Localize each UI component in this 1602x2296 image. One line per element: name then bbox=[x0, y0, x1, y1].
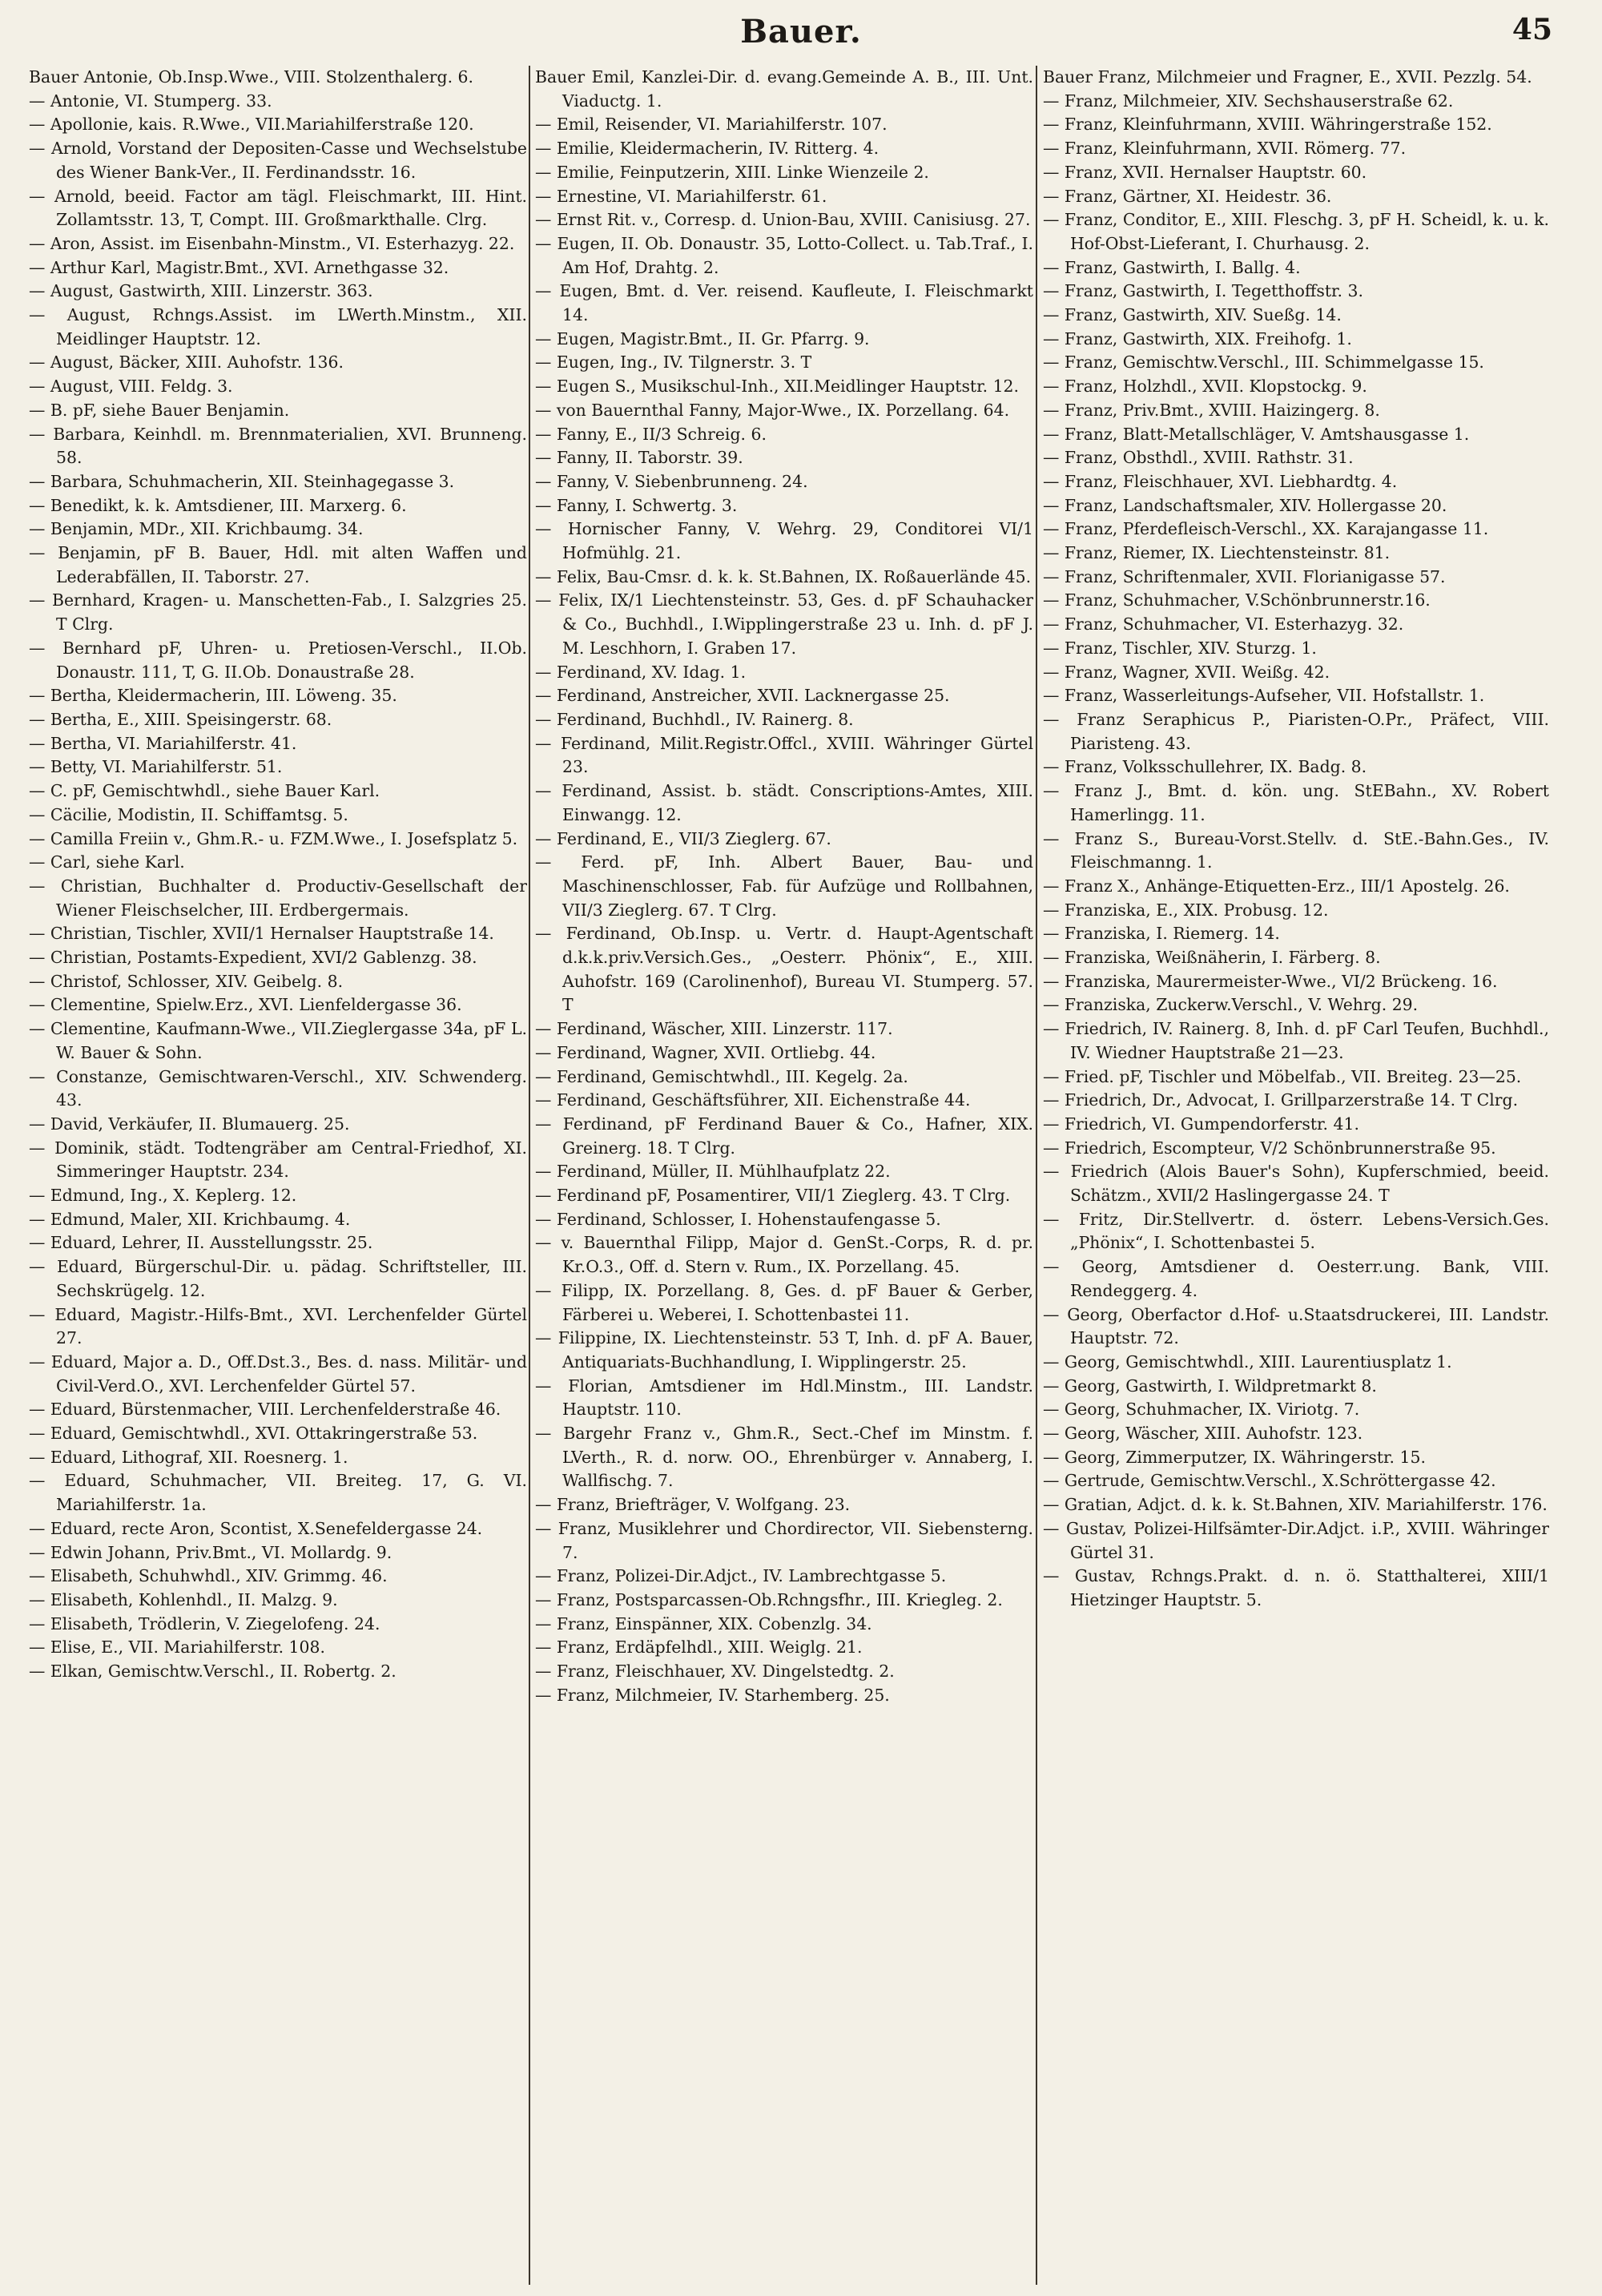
directory-entry: — Ferdinand, Schlosser, I. Hohenstaufengasse 5. bbox=[535, 1209, 941, 1229]
directory-entry: — Friedrich, IV. Rainerg. 8, Inh. d. pF Carl Teufen, Buchhdl., IV. Wiedner Hauptstraße 21—23. bbox=[1043, 1019, 1549, 1062]
directory-entry: — Franz, Gastwirth, XIV. Sueßg. 14. bbox=[1043, 305, 1342, 325]
directory-entry: — Ferdinand, XV. Idag. 1. bbox=[535, 662, 747, 682]
directory-entry: — Franz, Obsthdl., XVIII. Rathstr. 31. bbox=[1043, 448, 1354, 468]
directory-entry: Bauer Antonie, Ob.Insp.Wwe., VIII. Stolzenthalerg. 6. bbox=[29, 67, 473, 87]
directory-entry: — Franz, Erdäpfelhdl., XIII. Weiglg. 21. bbox=[535, 1637, 863, 1658]
directory-entry: — Eduard, recte Aron, Scontist, X.Senefeldergasse 24. bbox=[29, 1518, 483, 1538]
directory-entry: — Constanze, Gemischtwaren-Verschl., XIV. Schwenderg. 43. bbox=[29, 1066, 527, 1110]
directory-entry: — Franz, Schuhmacher, VI. Esterhazyg. 32. bbox=[1043, 614, 1404, 634]
directory-entry: — August, VIII. Feldg. 3. bbox=[29, 377, 233, 397]
directory-entry: — Franz, Pferdefleisch-Verschl., XX. Karajangasse 11. bbox=[1043, 519, 1489, 539]
directory-entry: — Arnold, beeid. Factor am tägl. Fleischmarkt, III. Hint. Zollamtsstr. 13, T, Compt. III. Großmarkthalle. Clrg. bbox=[29, 186, 527, 230]
directory-entry: — Ernst Rit. v., Corresp. d. Union-Bau, XVIII. Canisiusg. 27. bbox=[535, 210, 1031, 230]
directory-entry: — Franz, Volksschullehrer, IX. Badg. 8. bbox=[1043, 757, 1367, 777]
directory-entry: — Georg, Gastwirth, I. Wildpretmarkt 8. bbox=[1043, 1376, 1377, 1396]
directory-entry: — Elkan, Gemischtw.Verschl., II. Robertg. 2. bbox=[29, 1662, 396, 1682]
directory-entry: — Aron, Assist. im Eisenbahn-Minstm., VI. Esterhazyg. 22. bbox=[29, 233, 515, 253]
directory-entry: — Franziska, I. Riemerg. 14. bbox=[1043, 924, 1280, 944]
directory-entry: — B. pF, siehe Bauer Benjamin. bbox=[29, 400, 290, 420]
directory-entry: — Eugen S., Musikschul-Inh., XII.Meidlinger Hauptstr. 12. bbox=[535, 377, 1020, 397]
directory-entry: — Dominik, städt. Todtengräber am Central-Friedhof, XI. Simmeringer Hauptstr. 234. bbox=[29, 1138, 527, 1182]
directory-entry: — Franz, Schriftenmaler, XVII. Florianigasse 57. bbox=[1043, 566, 1446, 586]
directory-entry: — Georg, Schuhmacher, IX. Viriotg. 7. bbox=[1043, 1400, 1360, 1420]
directory-entry: — Georg, Amtsdiener d. Oesterr.ung. Bank, VIII. Rendeggerg. 4. bbox=[1043, 1257, 1549, 1300]
directory-entry: — Eugen, II. Ob. Donaustr. 35, Lotto-Collect. u. Tab.Traf., I. Am Hof, Drahtg. 2. bbox=[535, 233, 1033, 277]
directory-entry: — Eugen, Ing., IV. Tilgnerstr. 3. T bbox=[535, 352, 812, 373]
directory-entry: — Ferdinand, Wäscher, XIII. Linzerstr. 117. bbox=[535, 1019, 893, 1039]
directory-entry: — Franz, Kleinfuhrmann, XVII. Römerg. 77. bbox=[1043, 139, 1407, 159]
directory-entry: — Benjamin, MDr., XII. Krichbaumg. 34. bbox=[29, 519, 364, 539]
directory-entry: — Franz, Milchmeier, XIV. Sechshauserstraße 62. bbox=[1043, 91, 1454, 111]
directory-entry: — Clementine, Kaufmann-Wwe., VII.Zieglergasse 34a, pF L. W. Bauer & Sohn. bbox=[29, 1019, 527, 1062]
directory-entry: — Emil, Reisender, VI. Mariahilferstr. 107. bbox=[535, 115, 888, 135]
directory-entry: — Franz, Riemer, IX. Liechtensteinstr. 81. bbox=[1043, 543, 1391, 563]
column-3 bbox=[1043, 66, 1549, 2285]
directory-entry: — Georg, Oberfactor d.Hof- u.Staatsdruckerei, III. Landstr. Hauptstr. 72. bbox=[1043, 1304, 1549, 1348]
column-divider bbox=[529, 66, 530, 2285]
directory-entry: — Friedrich (Alois Bauer's Sohn), Kupferschmied, beeid. Schätzm., XVII/2 Haslingergasse 24. T bbox=[1043, 1162, 1549, 1206]
directory-entry: — Bertha, VI. Mariahilferstr. 41. bbox=[29, 733, 297, 753]
directory-entry: — Georg, Zimmerputzer, IX. Währingerstr. 15. bbox=[1043, 1447, 1426, 1467]
directory-entry: — Franz, XVII. Hernalser Hauptstr. 60. bbox=[1043, 162, 1367, 182]
directory-entry: — Eduard, Schuhmacher, VII. Breiteg. 17, G. VI. Mariahilferstr. 1a. bbox=[29, 1471, 527, 1515]
directory-entry: — Bernhard, Kragen- u. Manschetten-Fab., I. Salzgries 25. T Clrg. bbox=[29, 590, 527, 634]
directory-entry: — Eduard, Magistr.-Hilfs-Bmt., XVI. Lerchenfelder Gürtel 27. bbox=[29, 1304, 527, 1348]
directory-entry: — Franz, Fleischhauer, XV. Dingelstedtg. 2. bbox=[535, 1662, 895, 1682]
directory-entry: — Ferdinand, E., VII/3 Zieglerg. 67. bbox=[535, 828, 831, 848]
directory-entry: — Fanny, II. Taborstr. 39. bbox=[535, 448, 743, 468]
directory-entry: — Bertha, E., XIII. Speisingerstr. 68. bbox=[29, 709, 332, 729]
directory-entry: — Elisabeth, Trödlerin, V. Ziegelofeng. 24. bbox=[29, 1613, 380, 1633]
directory-entry: — Franz, Milchmeier, IV. Starhemberg. 25. bbox=[535, 1685, 890, 1705]
directory-entry: — David, Verkäufer, II. Blumauerg. 25. bbox=[29, 1114, 350, 1134]
directory-entry: — Ernestine, VI. Mariahilferstr. 61. bbox=[535, 186, 827, 206]
directory-entry: — Franz Seraphicus P., Piaristen-O.Pr., Präfect, VIII. Piaristeng. 43. bbox=[1043, 709, 1549, 753]
directory-entry: — Christian, Buchhalter d. Productiv-Gesellschaft der Wiener Fleischselcher, III. Erdbergermais. bbox=[29, 876, 527, 920]
directory-entry: — August, Rchngs.Assist. im LWerth.Minstm., XII. Meidlinger Hauptstr. 12. bbox=[29, 305, 527, 348]
directory-entry: Bauer Emil, Kanzlei-Dir. d. evang.Gemeinde A. B., III. Unt. Viaductg. 1. bbox=[535, 67, 1033, 111]
directory-entry: — Franz, Einspänner, XIX. Cobenzlg. 34. bbox=[535, 1613, 872, 1633]
directory-entry: — Ferd. pF, Inh. Albert Bauer, Bau- und Maschinenschlosser, Fab. für Aufzüge und Rollbahnen, VII/3 Zieglerg. 67. T Clrg. bbox=[535, 852, 1033, 920]
directory-entry: — Gustav, Polizei-Hilfsämter-Dir.Adjct. i.P., XVIII. Währinger Gürtel 31. bbox=[1043, 1518, 1549, 1562]
directory-entry: — Friedrich, Dr., Advocat, I. Grillparzerstraße 14. T Clrg. bbox=[1043, 1090, 1519, 1110]
directory-entry: — Ferdinand, Assist. b. städt. Conscriptions-Amtes, XIII. Einwangg. 12. bbox=[535, 781, 1033, 824]
directory-entry: — Georg, Gemischtwhdl., XIII. Laurentiusplatz 1. bbox=[1043, 1351, 1452, 1372]
directory-entry: — Arthur Karl, Magistr.Bmt., XVI. Arnethgasse 32. bbox=[29, 257, 449, 277]
directory-entry: — Hornischer Fanny, V. Wehrg. 29, Conditorei VI/1 Hofmühlg. 21. bbox=[535, 519, 1033, 563]
directory-entry: — Barbara, Schuhmacherin, XII. Steinhagegasse 3. bbox=[29, 471, 455, 491]
directory-entry: — Ferdinand, Milit.Registr.Offcl., XVIII. Währinger Gürtel 23. bbox=[535, 733, 1033, 777]
directory-entry: — Arnold, Vorstand der Depositen-Casse und Wechselstube des Wiener Bank-Ver., II. Ferdinandsstr. 16. bbox=[29, 139, 527, 182]
directory-entry: — Franz, Kleinfuhrmann, XVIII. Währingerstraße 152. bbox=[1043, 115, 1492, 135]
directory-entry: — Fritz, Dir.Stellvertr. d. österr. Lebens-Versich.Ges. „Phönix“, I. Schottenbastei 5. bbox=[1043, 1209, 1549, 1253]
directory-entry: — Ferdinand, Anstreicher, XVII. Lacknergasse 25. bbox=[535, 686, 950, 706]
directory-entry: — Benjamin, pF B. Bauer, Hdl. mit alten Waffen und Lederabfällen, II. Taborstr. 27. bbox=[29, 543, 527, 586]
directory-entry: — Franziska, Zuckerw.Verschl., V. Wehrg. 29. bbox=[1043, 995, 1419, 1015]
directory-entry: — August, Bäcker, XIII. Auhofstr. 136. bbox=[29, 352, 344, 373]
directory-entry: — von Bauernthal Fanny, Major-Wwe., IX. Porzellang. 64. bbox=[535, 400, 1010, 420]
directory-entry: — Eduard, Bürstenmacher, VIII. Lerchenfelderstraße 46. bbox=[29, 1400, 501, 1420]
directory-entry: — Franz, Priv.Bmt., XVIII. Haizingerg. 8. bbox=[1043, 400, 1380, 420]
directory-entry: — Ferdinand, Wagner, XVII. Ortliebg. 44. bbox=[535, 1042, 876, 1062]
directory-entry: — Edmund, Ing., X. Keplerg. 12. bbox=[29, 1186, 297, 1206]
directory-entry: — Franz, Musiklehrer und Chordirector, VII. Siebensterng. 7. bbox=[535, 1518, 1033, 1562]
directory-entry: — Bernhard pF, Uhren- u. Pretiosen-Verschl., II.Ob. Donaustr. 111, T, G. II.Ob. Donaustraße 28. bbox=[29, 638, 527, 682]
directory-entry: — Franz, Briefträger, V. Wolfgang. 23. bbox=[535, 1495, 851, 1515]
directory-entry: — Elisabeth, Kohlenhdl., II. Malzg. 9. bbox=[29, 1590, 338, 1609]
directory-entry: — Christof, Schlosser, XIV. Geibelg. 8. bbox=[29, 971, 344, 991]
directory-entry: — Franz, Fleischhauer, XVI. Liebhardtg. 4. bbox=[1043, 471, 1398, 491]
directory-entry: — Betty, VI. Mariahilferstr. 51. bbox=[29, 757, 283, 777]
directory-entry: — Ferdinand, Müller, II. Mühlhaufplatz 22. bbox=[535, 1162, 891, 1182]
column-1 bbox=[29, 66, 527, 2285]
directory-entry: Bauer Franz, Milchmeier und Fragner, E., XVII. Pezzlg. 54. bbox=[1043, 67, 1532, 87]
directory-entry: — Friedrich, VI. Gumpendorferstr. 41. bbox=[1043, 1114, 1359, 1134]
directory-entry: — Florian, Amtsdiener im Hdl.Minstm., III. Landstr. Hauptstr. 110. bbox=[535, 1376, 1033, 1420]
column-2 bbox=[535, 66, 1033, 2285]
directory-entry: — Fanny, V. Siebenbrunneng. 24. bbox=[535, 471, 808, 491]
directory-entry: — C. pF, Gemischtwhdl., siehe Bauer Karl. bbox=[29, 781, 380, 801]
directory-entry: — Franz, Conditor, E., XIII. Fleschg. 3, pF H. Scheidl, k. u. k. Hof-Obst-Lieferant, I. Churhausg. 2. bbox=[1043, 210, 1549, 253]
directory-entry: — Emilie, Kleidermacherin, IV. Ritterg. 4. bbox=[535, 139, 879, 159]
directory-entry: — Cäcilie, Modistin, II. Schiffamtsg. 5. bbox=[29, 804, 348, 824]
directory-entry: — Ferdinand pF, Posamentirer, VII/1 Zieglerg. 43. T Clrg. bbox=[535, 1186, 1011, 1206]
directory-entry: — Ferdinand, Ob.Insp. u. Vertr. d. Haupt-Agentschaft d.k.k.priv.Versich.Ges., „Oesterr. Phönix“, E., XIII. Auhofstr. 169 (Carolinenhof), Bureau VI. Stumperg. 57. T bbox=[535, 924, 1033, 1015]
directory-entry: — Edmund, Maler, XII. Krichbaumg. 4. bbox=[29, 1209, 351, 1229]
directory-entry: — Christian, Tischler, XVII/1 Hernalser Hauptstraße 14. bbox=[29, 924, 494, 944]
directory-entry: — Carl, siehe Karl. bbox=[29, 852, 185, 872]
directory-entry: — Franz, Schuhmacher, V.Schönbrunnerstr.16. bbox=[1043, 590, 1431, 610]
directory-entry: — Eugen, Bmt. d. Ver. reisend. Kaufleute, I. Fleischmarkt 14. bbox=[535, 281, 1033, 325]
directory-entry: — Fried. pF, Tischler und Möbelfab., VII. Breiteg. 23—25. bbox=[1043, 1066, 1522, 1086]
directory-entry: — Fanny, I. Schwertg. 3. bbox=[535, 495, 738, 515]
directory-entry: — Elisabeth, Schuhwhdl., XIV. Grimmg. 46. bbox=[29, 1566, 388, 1586]
directory-entry: — Filipp, IX. Porzellang. 8, Ges. d. pF Bauer & Gerber, Färberei u. Weberei, I. Schottenbastei 11. bbox=[535, 1280, 1033, 1324]
directory-entry: — Eduard, Lehrer, II. Ausstellungsstr. 25. bbox=[29, 1233, 373, 1253]
directory-entry: — Franz X., Anhänge-Etiquetten-Erz., III/1 Apostelg. 26. bbox=[1043, 876, 1510, 896]
directory-entry: — Franziska, Maurermeister-Wwe., VI/2 Brückeng. 16. bbox=[1043, 971, 1498, 991]
directory-entry: — Gertrude, Gemischtw.Verschl., X.Schröttergasse 42. bbox=[1043, 1471, 1496, 1491]
directory-entry: — Gustav, Rchngs.Prakt. d. n. ö. Statthalterei, XIII/1 Hietzinger Hauptstr. 5. bbox=[1043, 1566, 1549, 1609]
directory-entry: — Ferdinand, Buchhdl., IV. Rainerg. 8. bbox=[535, 709, 854, 729]
directory-entry: — Bargehr Franz v., Ghm.R., Sect.-Chef im Minstm. f. LVerth., R. d. norw. OO., Ehrenbürger v. Annaberg, I. Wallfischg. 7. bbox=[535, 1424, 1033, 1491]
directory-entry: — Franz, Blatt-Metallschläger, V. Amtshausgasse 1. bbox=[1043, 424, 1470, 444]
directory-entry: — Ferdinand, Gemischtwhdl., III. Kegelg. 2a. bbox=[535, 1066, 908, 1086]
column-divider bbox=[1036, 66, 1037, 2285]
directory-entry: — Bertha, Kleidermacherin, III. Löweng. 35. bbox=[29, 686, 397, 706]
directory-entry: — Antonie, VI. Stumperg. 33. bbox=[29, 91, 272, 111]
directory-entry: — Franziska, Weißnäherin, I. Färberg. 8. bbox=[1043, 948, 1381, 968]
directory-entry: — Georg, Wäscher, XIII. Auhofstr. 123. bbox=[1043, 1424, 1363, 1444]
directory-entry: — Clementine, Spielw.Erz., XVI. Lienfeldergasse 36. bbox=[29, 995, 462, 1015]
directory-entry: — Franz S., Bureau-Vorst.Stellv. d. StE.-Bahn.Ges., IV. Fleischmanng. 1. bbox=[1043, 828, 1549, 872]
directory-entry: — Benedikt, k. k. Amtsdiener, III. Marxerg. 6. bbox=[29, 495, 407, 515]
directory-entry: — Franz, Polizei-Dir.Adjct., IV. Lambrechtgasse 5. bbox=[535, 1566, 947, 1586]
directory-entry: — Camilla Freiin v., Ghm.R.- u. FZM.Wwe., I. Josefsplatz 5. bbox=[29, 828, 518, 848]
directory-entry: — Apollonie, kais. R.Wwe., VII.Mariahilferstraße 120. bbox=[29, 115, 474, 135]
directory-entry: — Gratian, Adjct. d. k. k. St.Bahnen, XIV. Mariahilferstr. 176. bbox=[1043, 1495, 1548, 1515]
directory-entry: — Eduard, Bürgerschul-Dir. u. pädag. Schriftsteller, III. Sechskrügelg. 12. bbox=[29, 1257, 527, 1300]
directory-entry: — Franz, Postsparcassen-Ob.Rchngsfhr., III. Kriegleg. 2. bbox=[535, 1590, 1003, 1609]
directory-entry: — Fanny, E., II/3 Schreig. 6. bbox=[535, 424, 767, 444]
directory-entry: — Emilie, Feinputzerin, XIII. Linke Wienzeile 2. bbox=[535, 162, 929, 182]
directory-entry: — Franz, Gastwirth, I. Ballg. 4. bbox=[1043, 257, 1301, 277]
directory-entry: — Eduard, Major a. D., Off.Dst.3., Bes. d. nass. Militär- und Civil-Verd.O., XVI. Lerchenfelder Gürtel 57. bbox=[29, 1351, 527, 1396]
directory-entry: — Franz, Holzhdl., XVII. Klopstockg. 9. bbox=[1043, 377, 1367, 397]
directory-entry: — Barbara, Keinhdl. m. Brennmaterialien, XVI. Brunneng. 58. bbox=[29, 424, 527, 468]
directory-entry: — Filippine, IX. Liechtensteinstr. 53 T, Inh. d. pF A. Bauer, Antiquariats-Buchhandlung, I. Wipplingerstr. 25. bbox=[535, 1328, 1033, 1372]
directory-entry: — Friedrich, Escompteur, V/2 Schönbrunnerstraße 95. bbox=[1043, 1138, 1496, 1158]
directory-entry: — Franz, Gastwirth, XIX. Freihofg. 1. bbox=[1043, 328, 1352, 348]
directory-entry: — Franz J., Bmt. d. kön. ung. StEBahn., XV. Robert Hamerlingg. 11. bbox=[1043, 781, 1549, 824]
directory-entry: — Eugen, Magistr.Bmt., II. Gr. Pfarrg. 9. bbox=[535, 328, 870, 348]
directory-entry: — Ferdinand, pF Ferdinand Bauer & Co., Hafner, XIX. Greinerg. 18. T Clrg. bbox=[535, 1114, 1033, 1158]
directory-entry: — Franz, Wasserleitungs-Aufseher, VII. Hofstallstr. 1. bbox=[1043, 686, 1485, 706]
directory-entry: — August, Gastwirth, XIII. Linzerstr. 363. bbox=[29, 281, 373, 301]
directory-entry: — Franz, Landschaftsmaler, XIV. Hollergasse 20. bbox=[1043, 495, 1447, 515]
directory-entry: — Franz, Gastwirth, I. Tegetthoffstr. 3. bbox=[1043, 281, 1363, 301]
directory-entry: — Eduard, Gemischtwhdl., XVI. Ottakringerstraße 53. bbox=[29, 1424, 478, 1444]
directory-entry: — Eduard, Lithograf, XII. Roesnerg. 1. bbox=[29, 1447, 348, 1467]
directory-entry: — Christian, Postamts-Expedient, XVI/2 Gablenzg. 38. bbox=[29, 948, 477, 968]
page-number: 45 bbox=[1511, 13, 1552, 46]
directory-entry: — Franz, Gemischtw.Verschl., III. Schimmelgasse 15. bbox=[1043, 352, 1484, 373]
directory-entry: — Felix, IX/1 Liechtensteinstr. 53, Ges. d. pF Schauhacker & Co., Buchhdl., I.Wipplingerstraße 23 u. Inh. d. pF J. M. Leschhorn, I. Graben 17. bbox=[535, 590, 1033, 658]
directory-entry: — v. Bauernthal Filipp, Major d. GenSt.-Corps, R. d. pr. Kr.O.3., Off. d. Stern v. Rum., IX. Porzellang. 45. bbox=[535, 1233, 1033, 1277]
directory-entry: — Elise, E., VII. Mariahilferstr. 108. bbox=[29, 1637, 325, 1658]
directory-entry: — Franz, Wagner, XVII. Weißg. 42. bbox=[1043, 662, 1330, 682]
directory-entry: — Franziska, E., XIX. Probusg. 12. bbox=[1043, 900, 1329, 920]
directory-entry: — Edwin Johann, Priv.Bmt., VI. Mollardg. 9. bbox=[29, 1542, 392, 1562]
page-header-title: Bauer. bbox=[740, 13, 862, 50]
directory-entry: — Franz, Tischler, XIV. Sturzg. 1. bbox=[1043, 638, 1317, 658]
directory-entry: — Ferdinand, Geschäftsführer, XII. Eichenstraße 44. bbox=[535, 1090, 971, 1110]
directory-entry: — Felix, Bau-Cmsr. d. k. k. St.Bahnen, IX. Roßauerlände 45. bbox=[535, 566, 1032, 586]
directory-entry: — Franz, Gärtner, XI. Heidestr. 36. bbox=[1043, 186, 1332, 206]
